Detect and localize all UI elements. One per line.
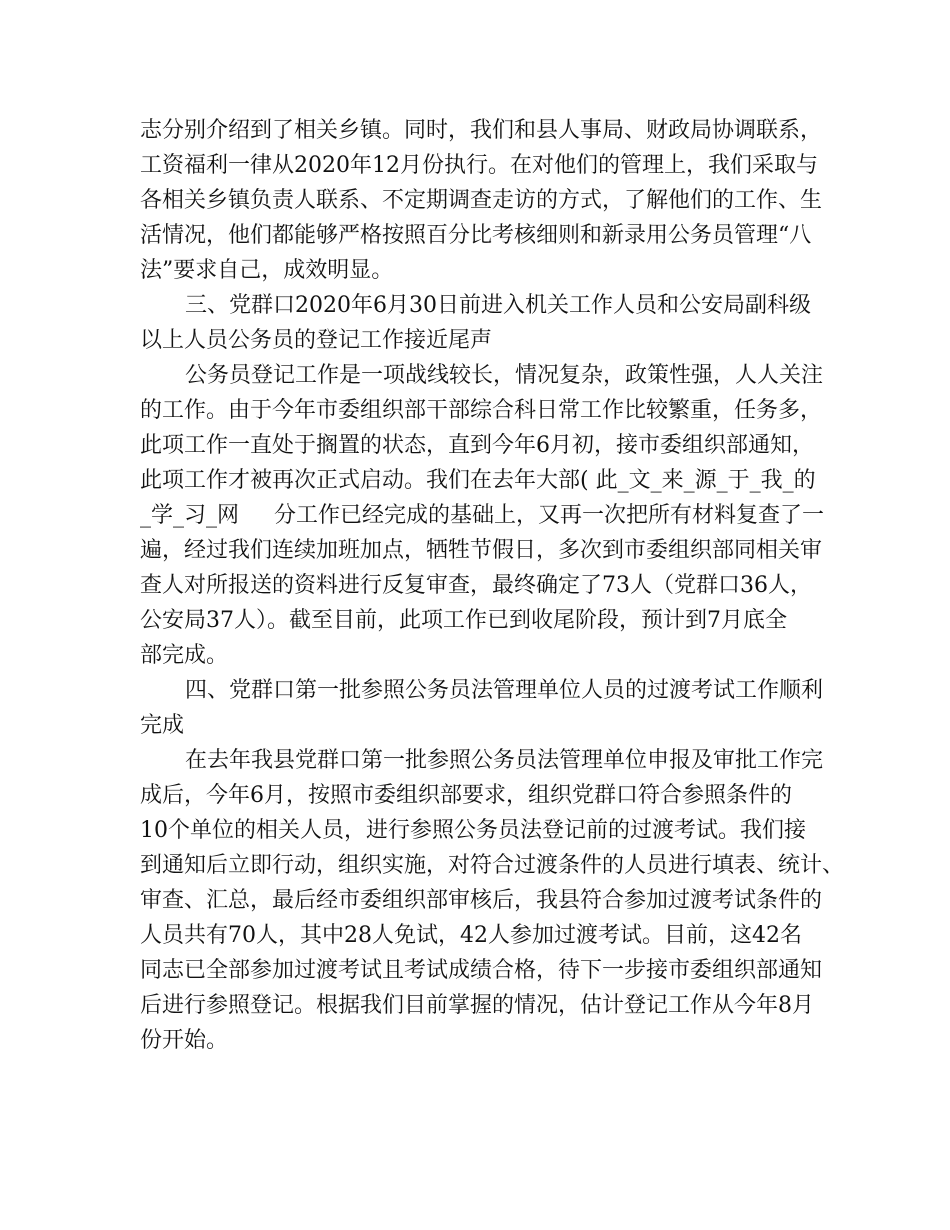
text-line: 活情况，他们都能够严格按照百分比考核细则和新录用公务员管理“八 [140, 223, 812, 248]
text-line: 人员共有70人，其中28人免试，42人参加过渡考试。目前，这42名 [140, 923, 802, 948]
text-line: 此项工作才被再次正式启动。我们在去年大部( 此_文_来_源_于_我_的 [140, 468, 816, 493]
text-line: 审查、汇总，最后经市委组织部审核后，我县符合参加过渡考试条件的 [140, 888, 823, 913]
section-heading-3: 三、党群口2020年6月30日前进入机关工作人员和公安局副科级 [185, 293, 811, 318]
text-line: 此项工作一直处于搁置的状态，直到今年6月初，接市委组织部通知， [140, 433, 814, 458]
text-line: 份开始。 [140, 1028, 229, 1053]
text-line: 法”要求自己，成效明显。 [140, 258, 394, 283]
text-line: 在去年我县党群口第一批参照公务员法管理单位申报及审批工作完 [185, 748, 824, 773]
text-line: 到通知后立即行动，组织实施，对符合过渡条件的人员进行填表、统计、 [140, 853, 845, 878]
text-line: 各相关乡镇负责人联系、不定期调查走访的方式，了解他们的工作、生 [140, 188, 823, 213]
text-line: 后进行参照登记。根据我们目前掌握的情况，估计登记工作从今年8月 [140, 993, 814, 1018]
text-line: 10个单位的相关人员，进行参照公务员法登记前的过渡考试。我们接 [140, 818, 806, 843]
text-line: 公务员登记工作是一项战线较长，情况复杂，政策性强，人人关注 [185, 363, 824, 388]
text-line: 公安局37人）。截至目前，此项工作已到收尾阶段，预计到7月底全 [140, 608, 787, 633]
text-line: 同志已全部参加过渡考试且考试成绩合格，待下一步接市委组织部通知 [140, 958, 823, 983]
text-line: 成后，今年6月，按照市委组织部要求，组织党群口符合参照条件的 [140, 783, 792, 808]
text-line: 遍，经过我们连续加班加点，牺牲节假日，多次到市委组织部同相关审 [140, 538, 823, 563]
section-heading-3-cont: 以上人员公务员的登记工作接近尾声 [140, 328, 493, 353]
text-line: _学_习_网 分工作已经完成的基础上，又再一次把所有材料复查了一 [140, 503, 824, 528]
section-heading-4: 四、党群口第一批参照公务员法管理单位人员的过渡考试工作顺利 [185, 678, 824, 703]
text-line: 的工作。由于今年市委组织部干部综合科日常工作比较繁重，任务多， [140, 398, 823, 423]
text-line: 部完成。 [140, 643, 229, 668]
text-line: 查人对所报送的资料进行反复审查，最终确定了73人（党群口36人， [140, 573, 812, 598]
text-line: 工资福利一律从2020年12月份执行。在对他们的管理上，我们采取与 [140, 153, 818, 178]
text-line: 志分别介绍到了相关乡镇。同时，我们和县人事局、财政局协调联系， [140, 118, 823, 143]
section-heading-4-cont: 完成 [140, 713, 185, 738]
